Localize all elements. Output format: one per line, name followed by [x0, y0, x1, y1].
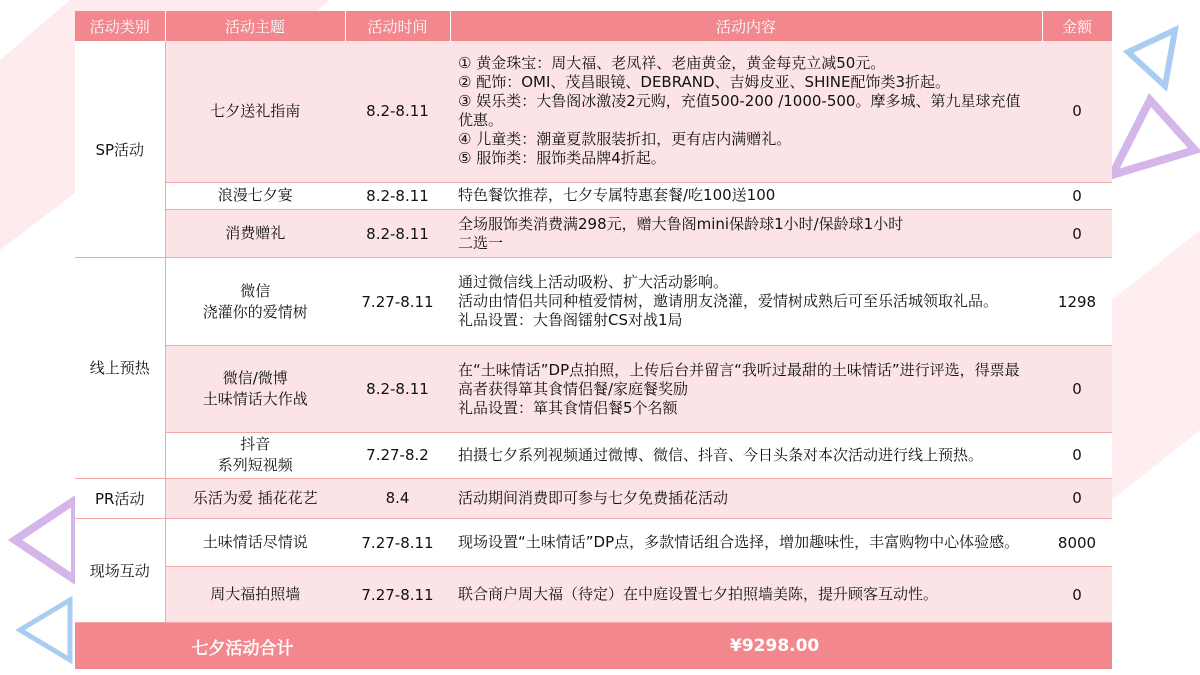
- table-row: [75, 182, 1112, 209]
- time-cell: 7.27-8.2: [345, 432, 450, 478]
- category-cell: 现场互动: [75, 518, 165, 622]
- header-theme: 活动主题: [165, 11, 345, 41]
- content-cell: 现场设置“土味情话”DP点，多款情话组合选择，增加趣味性，丰富购物中心体验感。: [450, 518, 1042, 566]
- time-cell: 8.4: [345, 478, 450, 518]
- theme-cell: 乐活为爱 插花花艺: [165, 478, 345, 518]
- header-category: 活动类别: [75, 11, 165, 41]
- amount-cell: 0: [1042, 432, 1112, 478]
- amount-cell: 8000: [1042, 518, 1112, 566]
- amount-cell: 0: [1042, 41, 1112, 182]
- theme-cell: 浪漫七夕宴: [165, 182, 345, 209]
- time-cell: 8.2-8.11: [345, 41, 450, 182]
- triangle-purple-right-icon: [1112, 100, 1195, 175]
- triangle-blue-bottom-left-icon: [20, 600, 70, 660]
- total-value: ¥9298.00: [450, 623, 1112, 669]
- header-row: [75, 11, 1112, 41]
- content-cell: 联合商户周大福（待定）在中庭设置七夕拍照墙美陈，提升顾客互动性。: [450, 567, 1042, 623]
- table-row: [75, 41, 1112, 182]
- triangle-purple-left-icon: [15, 500, 75, 580]
- table-row: [75, 518, 1112, 566]
- header-amount: 金额: [1042, 11, 1112, 41]
- theme-cell: 七夕送礼指南: [165, 41, 345, 182]
- theme-cell: 消费赠礼: [165, 210, 345, 258]
- time-cell: 8.2-8.11: [345, 182, 450, 209]
- total-row: [75, 623, 1112, 669]
- header-content: 活动内容: [450, 11, 1042, 41]
- time-cell: 7.27-8.11: [345, 518, 450, 566]
- amount-cell: 0: [1042, 346, 1112, 432]
- amount-cell: 0: [1042, 182, 1112, 209]
- time-cell: 7.27-8.11: [345, 567, 450, 623]
- total-label: 七夕活动合计: [75, 623, 450, 669]
- content-cell: 通过微信线上活动吸粉、扩大活动影响。 活动由情侣共同种植爱情树，邀请朋友浇灌，爱情树成熟后可至乐活城领取礼品。 礼品设置：大鲁阁镭射CS对战1局: [450, 258, 1042, 346]
- diagonal-stripe-bottom-right: [1112, 230, 1200, 500]
- content-cell: 特色餐饮推荐，七夕专属特惠套餐/吃100送100: [450, 182, 1042, 209]
- theme-cell: 周大福拍照墙: [165, 567, 345, 623]
- theme-cell: 微信 浇灌你的爱情树: [165, 258, 345, 346]
- theme-cell: 土味情话尽情说: [165, 518, 345, 566]
- amount-cell: 0: [1042, 478, 1112, 518]
- table-row: [75, 258, 1112, 346]
- table-row: [75, 567, 1112, 623]
- category-cell: PR活动: [75, 478, 165, 518]
- activity-table: [75, 11, 1113, 669]
- table-row: [75, 478, 1112, 518]
- category-cell: 线上预热: [75, 258, 165, 479]
- category-cell: SP活动: [75, 41, 165, 258]
- amount-cell: 1298: [1042, 258, 1112, 346]
- amount-cell: 0: [1042, 210, 1112, 258]
- theme-cell: 微信/微博 土味情话大作战: [165, 346, 345, 432]
- activity-table-container: [75, 11, 1112, 669]
- content-cell: ① 黄金珠宝：周大福、老凤祥、老庙黄金，黄金每克立减50元。 ② 配饰：OMI、茂昌眼镜、DEBRAND、吉姆皮亚、SHINE配饰类3折起。 ③ 娱乐类：大鲁阁冰激凌2元购，充值500-200 /1000-500。摩多城、第九星球充值优惠。 ④ 儿童类：潮童夏款服装折扣，更有店内满赠礼。 ⑤ 服饰类：服饰类品牌4折起。: [450, 41, 1042, 182]
- amount-cell: 0: [1042, 567, 1112, 623]
- time-cell: 7.27-8.11: [345, 258, 450, 346]
- table-row: [75, 346, 1112, 432]
- table-row: [75, 432, 1112, 478]
- triangle-blue-top-right-icon: [1128, 30, 1175, 86]
- table-row: [75, 210, 1112, 258]
- time-cell: 8.2-8.11: [345, 210, 450, 258]
- time-cell: 8.2-8.11: [345, 346, 450, 432]
- content-cell: 全场服饰类消费满298元，赠大鲁阁mini保龄球1小时/保龄球1小时 二选一: [450, 210, 1042, 258]
- content-cell: 拍摄七夕系列视频通过微博、微信、抖音、今日头条对本次活动进行线上预热。: [450, 432, 1042, 478]
- header-time: 活动时间: [345, 11, 450, 41]
- theme-cell: 抖音 系列短视频: [165, 432, 345, 478]
- content-cell: 在“土味情话”DP点拍照，上传后台并留言“我听过最甜的土味情话”进行评选，得票最高者获得箪其食情侣餐/家庭餐奖励 礼品设置：箪其食情侣餐5个名额: [450, 346, 1042, 432]
- content-cell: 活动期间消费即可参与七夕免费插花活动: [450, 478, 1042, 518]
